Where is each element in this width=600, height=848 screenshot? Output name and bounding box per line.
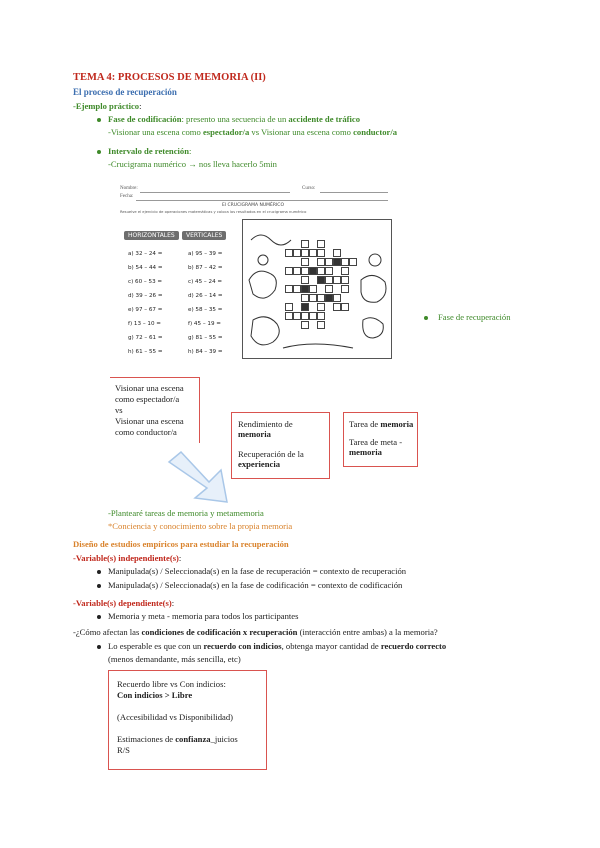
ws-curso: Curso: bbox=[302, 186, 316, 191]
crossword-cell bbox=[309, 249, 317, 257]
indep-label: -Variable(s) independiente(s) bbox=[73, 553, 179, 563]
ws-tag-horizontales: HORIZONTALES bbox=[124, 231, 179, 240]
box4-spacer bbox=[117, 723, 238, 734]
box1-line: Visionar una escena bbox=[115, 416, 184, 426]
codificacion-line2-b: vs Visionar una escena como bbox=[249, 127, 354, 137]
bullet-codificacion-line2 bbox=[108, 127, 397, 137]
box4-spacer bbox=[117, 701, 238, 712]
dep-item-1: Memoria y meta - memoria para todos los participantes bbox=[108, 611, 299, 621]
codificacion-espectador: espectador/a bbox=[202, 127, 250, 137]
crossword-cell bbox=[325, 276, 333, 284]
arrow-icon bbox=[165, 448, 240, 508]
ws-operation: e) 97 – 67 = bbox=[128, 307, 163, 313]
box3-line1-b: memoria bbox=[380, 419, 414, 429]
crossword-cell bbox=[285, 303, 293, 311]
ws-operation: g) 72 – 61 = bbox=[128, 335, 163, 341]
crossword-cell bbox=[301, 294, 309, 302]
crossword-cell bbox=[317, 249, 325, 257]
box-visionar-text bbox=[115, 383, 184, 438]
bullet-dot bbox=[97, 584, 101, 588]
crossword-cell bbox=[301, 312, 309, 320]
crossword-cell bbox=[317, 258, 325, 266]
indep-colon: : bbox=[178, 553, 182, 563]
box-recuerdo bbox=[108, 670, 267, 770]
question-bullet bbox=[108, 641, 446, 651]
question-c: (interacción entre ambas) a la memoria? bbox=[297, 627, 438, 637]
ws-operation: f) 45 – 19 = bbox=[188, 321, 221, 327]
crossword-cell bbox=[341, 267, 349, 275]
crossword-cell bbox=[309, 294, 317, 302]
box3-line bbox=[349, 419, 413, 429]
box2-line: Recuperación de la bbox=[238, 449, 304, 459]
box3-line1-a: Tarea de bbox=[349, 419, 381, 429]
ws-operation: h) 84 – 39 = bbox=[188, 349, 223, 355]
ws-operation: b) 54 – 44 = bbox=[128, 265, 163, 271]
box1-line: vs bbox=[115, 405, 123, 415]
box-visionar bbox=[110, 377, 200, 443]
crossword-cell bbox=[341, 303, 349, 311]
bullet-retencion-label: Intervalo de retención bbox=[108, 146, 189, 156]
bullet-recuperacion: Fase de recuperación bbox=[438, 312, 511, 322]
bullet-retencion-colon: : bbox=[189, 146, 192, 156]
ws-operation: d) 26 – 14 = bbox=[188, 293, 223, 299]
crossword-cell bbox=[285, 249, 293, 257]
crossword-cell bbox=[285, 285, 293, 293]
section-heading-diseno: Diseño de estudios empíricos para estudiar la recuperación bbox=[73, 539, 289, 549]
question-bullet-line2: (menos demandante, más sencilla, etc) bbox=[108, 654, 241, 664]
question-a: -¿Cómo afectan las bbox=[73, 627, 142, 637]
codificacion-line2-a: -Visionar una escena como bbox=[108, 127, 203, 137]
crossword-cell bbox=[333, 258, 341, 266]
ws-operation: e) 58 – 35 = bbox=[188, 307, 223, 313]
bullet-dot bbox=[97, 615, 101, 619]
example-label: -Ejemplo práctico bbox=[73, 101, 140, 111]
crossword-cell bbox=[293, 285, 301, 293]
bullet-codificacion-bold: accidente de tráfico bbox=[288, 114, 361, 124]
crossword-cell bbox=[333, 249, 341, 257]
codificacion-conductor: conductor/a bbox=[353, 127, 398, 137]
bullet-codificacion bbox=[108, 114, 360, 124]
indep-item-2: Manipulada(s) / Seleccionada(s) en la fase de codificación = contexto de codificación bbox=[108, 580, 403, 590]
box-tarea bbox=[343, 412, 418, 467]
crossword-cell bbox=[293, 267, 301, 275]
crossword-cell bbox=[301, 321, 309, 329]
ws-line bbox=[320, 192, 388, 193]
crossword-cell bbox=[301, 303, 309, 311]
box4-line: R/S bbox=[117, 745, 130, 755]
ws-fecha: Fecha: bbox=[120, 194, 134, 199]
crossword-cell bbox=[301, 249, 309, 257]
crossword-cell bbox=[317, 321, 325, 329]
bullet-codificacion-text: : presento una secuencia de un bbox=[181, 114, 289, 124]
ws-operation: b) 87 – 42 = bbox=[188, 265, 223, 271]
ws-title: El CRUCIGRAMA NUMÉRICO bbox=[222, 203, 284, 208]
ws-line bbox=[140, 192, 290, 193]
crossword-cell bbox=[301, 276, 309, 284]
bullet-dot bbox=[424, 316, 428, 320]
crossword-cell bbox=[333, 276, 341, 284]
box4-line: Recuerdo libre vs Con indicios: bbox=[117, 679, 226, 689]
crossword-cell bbox=[301, 258, 309, 266]
example-colon: : bbox=[139, 101, 142, 111]
crossword-cell bbox=[309, 285, 317, 293]
ws-operation: a) 95 – 39 = bbox=[188, 251, 223, 257]
box2-line: Rendimiento de bbox=[238, 419, 293, 429]
box-recuerdo-text bbox=[117, 679, 238, 756]
ws-operation: f) 13 – 10 = bbox=[128, 321, 161, 327]
ws-instructions: Resuelve el ejercicio de operaciones matemáticas y coloca los resultados en el crucigrama numérico bbox=[120, 210, 307, 214]
box2-line: memoria bbox=[238, 429, 271, 439]
dep-label-line bbox=[73, 598, 174, 608]
bullet-retencion bbox=[108, 146, 191, 156]
page-title: TEMA 4: PROCESOS DE MEMORIA (II) bbox=[73, 72, 266, 83]
box-rendimiento-text bbox=[238, 419, 304, 469]
crossword-cell bbox=[317, 267, 325, 275]
crossword-cell bbox=[309, 312, 317, 320]
crossword-cell bbox=[341, 276, 349, 284]
dep-label: -Variable(s) dependiente(s) bbox=[73, 598, 172, 608]
ws-operation: c) 60 – 53 = bbox=[128, 279, 163, 285]
q-bullet-b: recuerdo con indicios bbox=[203, 641, 282, 651]
crossword-cell bbox=[325, 285, 333, 293]
q-bullet-d: recuerdo correcto bbox=[380, 641, 447, 651]
crossword-worksheet-image bbox=[112, 183, 394, 361]
box2-spacer bbox=[238, 439, 304, 449]
box3-spacer bbox=[349, 429, 413, 437]
bullet-dot bbox=[97, 150, 101, 154]
crossword-cell bbox=[341, 285, 349, 293]
box-rendimiento bbox=[231, 412, 330, 479]
box4-line4-a: Estimaciones de bbox=[117, 734, 176, 744]
ws-operation: g) 81 – 55 = bbox=[188, 335, 223, 341]
crossword-cell bbox=[285, 312, 293, 320]
crossword-cell bbox=[301, 240, 309, 248]
crossword-picture bbox=[242, 219, 392, 359]
crossword-cell bbox=[333, 294, 341, 302]
box4-line bbox=[117, 734, 238, 745]
crossword-cell bbox=[309, 267, 317, 275]
box4-line: Con indicios > Libre bbox=[117, 690, 193, 700]
crossword-cell bbox=[317, 276, 325, 284]
example-label-line bbox=[73, 101, 142, 111]
crossword-cell bbox=[333, 303, 341, 311]
crossword-cell bbox=[317, 312, 325, 320]
after-arrow-line1: -Plantearé tareas de memoria y metamemoria bbox=[108, 508, 264, 518]
box3-line: Tarea de meta - bbox=[349, 437, 403, 447]
crossword-cell bbox=[325, 267, 333, 275]
crossword-cell bbox=[317, 240, 325, 248]
indep-item-1: Manipulada(s) / Seleccionada(s) en la fase de recuperación = contexto de recuperación bbox=[108, 566, 407, 576]
ws-operation: d) 39 – 26 = bbox=[128, 293, 163, 299]
crossword-cell bbox=[293, 249, 301, 257]
crossword-cell bbox=[325, 294, 333, 302]
bullet-codificacion-label: Fase de codificación bbox=[108, 114, 182, 124]
box2-line: experiencia bbox=[238, 459, 280, 469]
box4-line: (Accesibilidad vs Disponibilidad) bbox=[117, 712, 233, 722]
bullet-dot bbox=[97, 645, 101, 649]
crossword-cell bbox=[325, 258, 333, 266]
q-bullet-c: , obtenga mayor cantidad de bbox=[281, 641, 381, 651]
ws-operation: c) 45 – 24 = bbox=[188, 279, 223, 285]
box3-line: memoria bbox=[349, 447, 382, 457]
crossword-cell bbox=[301, 285, 309, 293]
dep-colon: : bbox=[171, 598, 175, 608]
crossword-cell bbox=[317, 303, 325, 311]
crossword-cell bbox=[293, 312, 301, 320]
ws-operation: a) 32 – 24 = bbox=[128, 251, 163, 257]
box4-line4-b: confianza bbox=[175, 734, 211, 744]
q-bullet-a: Lo esperable es que con un bbox=[108, 641, 204, 651]
bullet-retencion-line2: -Crucigrama numérico → nos lleva hacerlo 5min bbox=[108, 159, 277, 169]
bullet-dot bbox=[97, 118, 101, 122]
ws-tag-verticales: VERTICALES bbox=[182, 231, 226, 240]
box4-line4-c: _juicios bbox=[210, 734, 238, 744]
box1-line: como espectador/a bbox=[115, 394, 180, 404]
crossword-cell bbox=[349, 258, 357, 266]
indep-label-line bbox=[73, 553, 181, 563]
after-arrow-line2: *Conciencia y conocimiento sobre la propia memoria bbox=[108, 521, 293, 531]
ws-line bbox=[136, 200, 388, 201]
section-heading-recuperacion: El proceso de recuperación bbox=[73, 87, 177, 97]
ws-operation: h) 61 – 55 = bbox=[128, 349, 163, 355]
crossword-cell bbox=[285, 267, 293, 275]
crossword-cell bbox=[341, 258, 349, 266]
box1-line: Visionar una escena bbox=[115, 383, 184, 393]
bullet-dot bbox=[97, 570, 101, 574]
question-line bbox=[73, 627, 438, 637]
box-tarea-text bbox=[349, 419, 413, 457]
box1-line: como conductor/a bbox=[115, 427, 177, 437]
ws-nombre: Nombre: bbox=[120, 186, 138, 191]
crossword-cell bbox=[301, 267, 309, 275]
crossword-cell bbox=[317, 294, 325, 302]
question-b: condiciones de codificación x recuperación bbox=[141, 627, 298, 637]
